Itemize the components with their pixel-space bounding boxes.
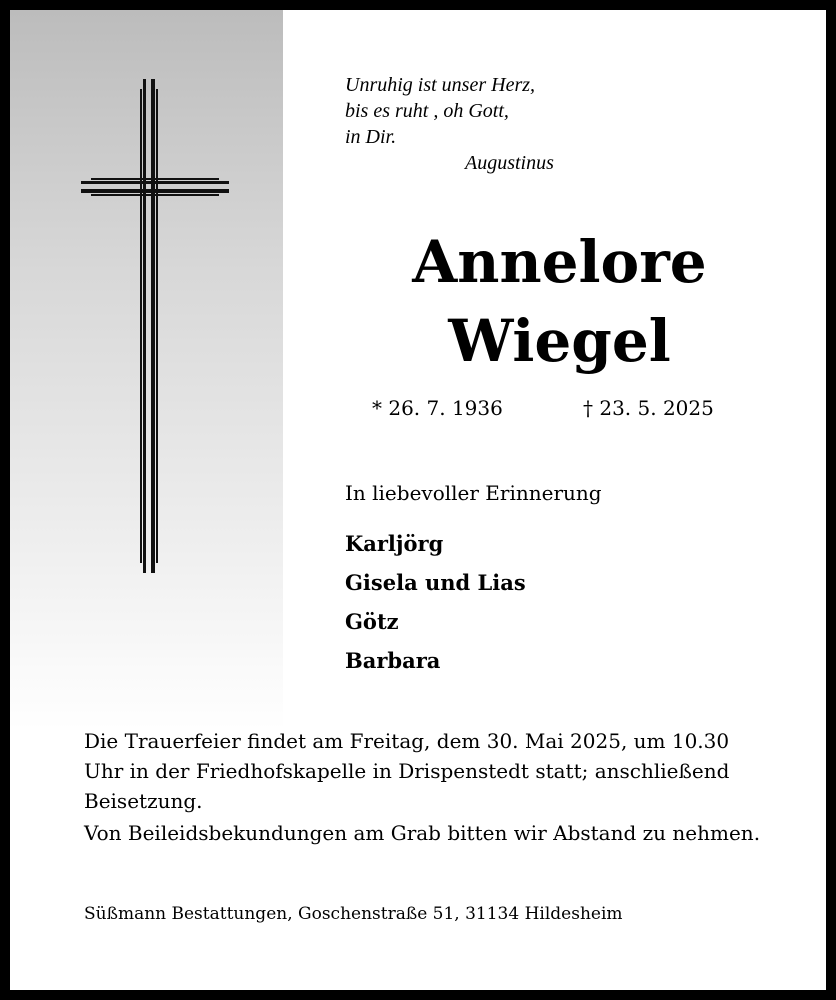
condolence-text: Von Beileidsbekundungen am Grab bitten wir Abstand zu nehmen. [84,821,761,845]
mourner-name: Gisela und Lias [345,570,526,595]
mourner-name: Götz [345,609,399,634]
epigraph-line: in Dir. [345,126,397,148]
cross-icon [81,79,229,573]
birth-date: * 26. 7. 1936 [372,396,503,420]
mourner-name: Barbara [345,648,441,673]
epigraph-author: Augustinus [465,152,554,174]
mourner-name: Karljörg [345,531,444,556]
memory-line: In liebevoller Erinnerung [345,481,602,505]
first-name: Annelore [412,228,707,296]
funeral-home-footer: Süßmann Bestattungen, Goschenstraße 51, 31134 Hildesheim [84,904,623,924]
epigraph-line: bis es ruht , oh Gott, [345,100,509,122]
epigraph-line: Unruhig ist unser Herz, [345,74,536,96]
epigraph [345,72,645,176]
mourner-list [345,524,526,680]
ceremony-text: Die Trauerfeier findet am Freitag, dem 30. Mai 2025, um 10.30 Uhr in der Friedhofskapelle in Drispenstedt statt; anschließend Beisetzung. [84,729,730,813]
last-name: Wiegel [448,307,671,375]
death-date: † 23. 5. 2025 [583,396,714,420]
